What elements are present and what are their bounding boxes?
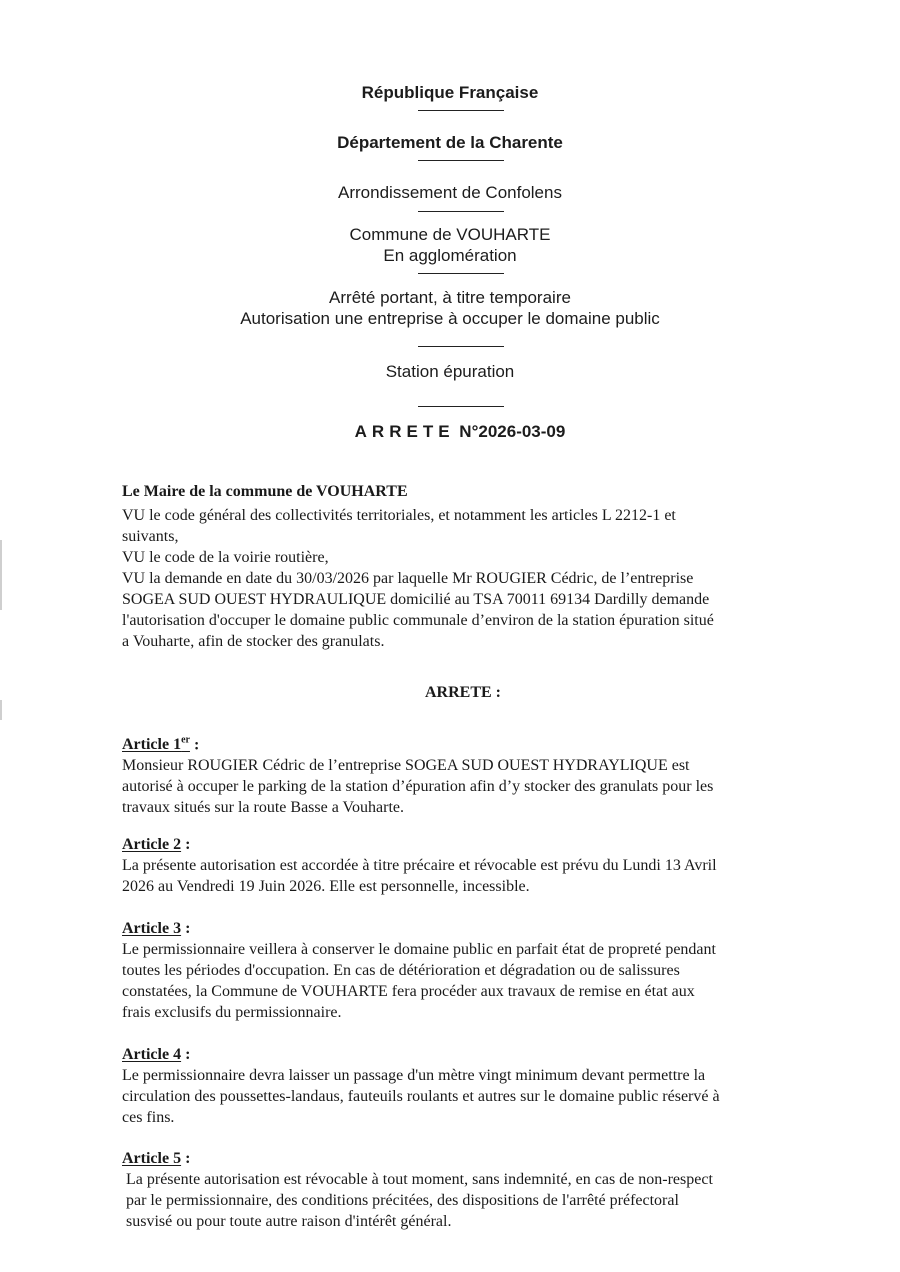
- vu-collectivites: VU le code général des collectivités territoriales, et notamment les articles L 2212-1 et: [122, 507, 676, 524]
- header-republique: République Française: [361, 83, 539, 102]
- scan-edge-mark: [0, 540, 2, 610]
- header-divider: [418, 110, 504, 111]
- vu-demande-2: SOGEA SUD OUEST HYDRAULIQUE domicilié au TSA 70011 69134 Dardilly demande: [122, 591, 710, 608]
- maire-heading: Le Maire de la commune de VOUHARTE: [122, 483, 408, 500]
- vu-demande-4: a Vouharte, afin de stocker des granulats.: [122, 633, 385, 650]
- article-line: ces fins.: [122, 1109, 175, 1126]
- article-line: susvisé ou pour toute autre raison d'intérêt général.: [122, 1213, 452, 1230]
- vu-collectivites-cont: suivants,: [122, 528, 179, 545]
- article-line: toutes les périodes d'occupation. En cas de détérioration et dégradation ou de salissures: [122, 962, 680, 979]
- vu-demande-1: VU la demande en date du 30/03/2026 par laquelle Mr ROUGIER Cédric, de l’entreprise: [122, 570, 694, 587]
- article-line: 2026 au Vendredi 19 Juin 2026. Elle est personnelle, incessible.: [122, 878, 530, 895]
- scan-edge-mark: [0, 700, 2, 720]
- article-3: [122, 918, 812, 1023]
- arrete-section-title: ARRETE :: [424, 684, 501, 701]
- article-line: La présente autorisation est révocable à tout moment, sans indemnité, en cas de non-respect: [122, 1171, 713, 1188]
- arrete-number-title: [0, 422, 900, 442]
- header-divider: [418, 211, 504, 212]
- article-line: autorisé à occuper le parking de la station d’épuration afin d’y stocker des granulats pour les: [122, 778, 714, 796]
- header-departement: Département de la Charente: [337, 133, 563, 152]
- article-line: circulation des poussettes-landaus, fauteuils roulants et autres sur le domaine public réservé à: [122, 1088, 720, 1105]
- article-title: Article 5 :: [122, 1150, 191, 1167]
- header-commune: Commune de VOUHARTE: [349, 225, 551, 244]
- article-line: frais exclusifs du permissionnaire.: [122, 1004, 342, 1021]
- vu-voirie: VU le code de la voirie routière,: [122, 549, 329, 566]
- article-line: constatées, la Commune de VOUHARTE fera procéder aux travaux de remise en état aux: [122, 983, 695, 1000]
- article-1: [122, 730, 812, 818]
- article-line: Le permissionnaire devra laisser un passage d'un mètre vingt minimum devant permettre la: [122, 1067, 706, 1084]
- header-autorisation: Autorisation une entreprise à occuper le domaine public: [240, 309, 660, 328]
- article-line: Monsieur ROUGIER Cédric de l’entreprise SOGEA SUD OUEST HYDRAYLIQUE est: [122, 757, 690, 775]
- header-station: Station épuration: [385, 362, 515, 381]
- article-line: Le permissionnaire veillera à conserver le domaine public en parfait état de propreté pendant: [122, 941, 716, 958]
- article-5: [122, 1148, 812, 1232]
- article-4: [122, 1044, 812, 1128]
- article-line: par le permissionnaire, des conditions précitées, des dispositions de l'arrêté préfectoral: [122, 1192, 679, 1209]
- header-divider: [418, 273, 504, 274]
- header-divider: [418, 160, 504, 161]
- vu-demande-3: l'autorisation d'occuper le domaine public communale d’environ de la station épuration situé: [122, 612, 714, 629]
- article-2: [122, 834, 812, 897]
- header-arrondissement: Arrondissement de Confolens: [338, 183, 562, 202]
- article-title: Article 3 :: [122, 920, 191, 937]
- article-title: Article 1er :: [122, 735, 200, 754]
- header-agglomeration: En agglomération: [383, 246, 517, 265]
- arrete-number: N°2026-03-09: [459, 422, 566, 441]
- header-arrete-portant: Arrêté portant, à titre temporaire: [329, 288, 571, 307]
- article-title: Article 4 :: [122, 1046, 191, 1063]
- article-line: travaux situés sur la route Basse a Vouharte.: [122, 799, 405, 817]
- article-line: La présente autorisation est accordée à titre précaire et révocable est prévu du Lundi 13 Avril: [122, 857, 717, 874]
- arrete-word: ARRETE: [354, 422, 455, 441]
- preamble: [122, 481, 812, 652]
- header-divider: [418, 346, 504, 347]
- article-title: Article 2 :: [122, 836, 191, 853]
- header-divider: [418, 406, 504, 407]
